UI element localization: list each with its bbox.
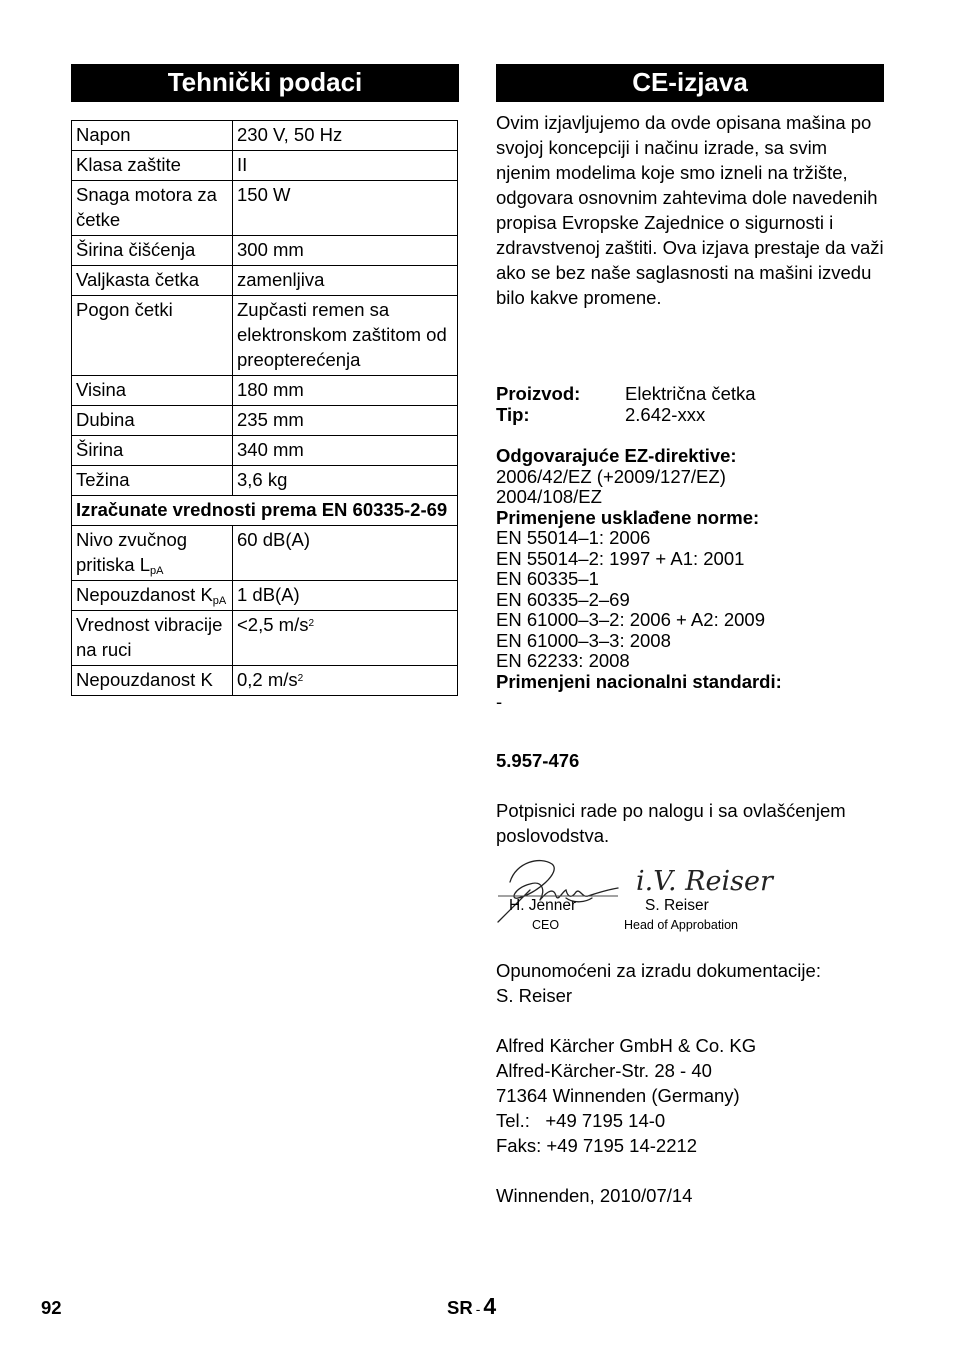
declaration-date: Winnenden, 2010/07/14 (496, 1185, 693, 1206)
table-row (72, 611, 458, 666)
norm-item: EN 60335–1 (496, 568, 599, 589)
spec-value (233, 666, 458, 696)
specs-table (71, 120, 458, 696)
company-line: Alfred Kärcher GmbH & Co. KG (496, 1035, 757, 1056)
table-row (72, 581, 458, 611)
spec-value-superscript: 2 (308, 618, 315, 629)
company-line: Alfred-Kärcher-Str. 28 - 40 (496, 1060, 712, 1081)
table-row (72, 466, 458, 496)
page-number: 92 (41, 1297, 62, 1318)
authorized-name: S. Reiser (496, 985, 573, 1006)
spec-key: Valjkasta četka (72, 266, 233, 296)
table-row (72, 436, 458, 466)
spec-value: II (233, 151, 458, 181)
spec-value: 3,6 kg (233, 466, 458, 496)
spec-value: 1 dB(A) (233, 581, 458, 611)
table-row (72, 121, 458, 151)
company-line: Faks: +49 7195 14-2212 (496, 1135, 698, 1156)
norm-item: EN 55014–2: 1997 + A1: 2001 (496, 547, 745, 569)
technical-data-section (71, 64, 459, 696)
table-row (72, 236, 458, 266)
norms-label: Primenjene usklađene norme: (496, 506, 760, 528)
table-row (72, 376, 458, 406)
spec-key-text: Nepouzdanost K (76, 584, 213, 605)
section-code (447, 1293, 496, 1320)
spec-value: 180 mm (233, 376, 458, 406)
table-row (72, 181, 458, 236)
spec-key: Snaga motora za četke (72, 181, 233, 236)
type-value: 2.642-xxx (625, 403, 706, 425)
spec-key: Širina (72, 436, 233, 466)
spec-value: 150 W (233, 181, 458, 236)
norm-item: EN 62233: 2008 (496, 650, 630, 671)
company-address (496, 1033, 884, 1158)
signer1-name: H. Jenner (509, 897, 577, 914)
declaration-intro: Ovim izjavljujemo da ovde opisana mašina po svojoj koncepciji i načinu izrade, sa svim njenim modelima koje smo izneli na tržište, odgovara osnovnim zahtevima dole navedenih propisa Evropske Zajednice o sigurnosti i zdravstvenoj zaštiti. Ova izjava prestaje da važi ako se bez naše saglasnosti na mašini izvedu bilo kakve promene. (496, 112, 884, 308)
spec-value-text: <2,5 m/s (237, 614, 309, 635)
norm-item: EN 55014–1: 2006 (496, 527, 651, 548)
spec-value-superscript: 2 (297, 673, 304, 684)
spec-key: Visina (72, 376, 233, 406)
company-line: Tel.: +49 7195 14-0 (496, 1110, 666, 1131)
spec-key: Dubina (72, 406, 233, 436)
section-number: 4 (483, 1293, 497, 1319)
spec-value: 230 V, 50 Hz (233, 121, 458, 151)
spec-value: 60 dB(A) (233, 526, 458, 581)
norm-item: EN 61000–3–3: 2008 (496, 629, 671, 651)
directive-item: 2006/42/EZ (+2009/127/EZ) (496, 465, 726, 487)
signature-reiser: i.V. Reiser (636, 866, 773, 897)
table-row (72, 296, 458, 376)
table-row (72, 406, 458, 436)
product-label: Proizvod: (496, 383, 581, 404)
authorized-person (496, 958, 884, 1008)
calc-values-header: Izračunate vrednosti prema EN 60335-2-69 (72, 496, 458, 526)
national-standards-label: Primenjeni nacionalni standardi: (496, 670, 782, 692)
norm-item: EN 60335–2–69 (496, 588, 630, 610)
table-row (72, 666, 458, 696)
directives-label: Odgovarajuće EZ-direktive: (496, 445, 737, 466)
spec-key (72, 581, 233, 611)
ce-declaration-title: CE-izjava (496, 64, 884, 102)
authorized-label: Opunomoćeni za izradu dokumentacije: (496, 960, 821, 981)
spec-value: 300 mm (233, 236, 458, 266)
spec-value-text: 0,2 m/s (237, 669, 298, 690)
company-line: 71364 Winnenden (Germany) (496, 1085, 740, 1106)
directives-block (496, 446, 884, 713)
spec-key: Vrednost vibracije na ruci (72, 611, 233, 666)
spec-key: Pogon četki (72, 296, 233, 376)
spec-key: Širina čišćenja (72, 236, 233, 266)
signer2-role: Head of Approbation (624, 918, 738, 932)
technical-data-title: Tehnički podaci (71, 64, 459, 102)
spec-value: zamenljiva (233, 266, 458, 296)
spec-key: Težina (72, 466, 233, 496)
spec-key: Klasa zaštite (72, 151, 233, 181)
section-separator: - (475, 1301, 481, 1317)
national-standards-value: - (496, 691, 503, 712)
spec-value: 235 mm (233, 406, 458, 436)
spec-key-subscript: pA (212, 595, 227, 607)
directive-item: 2004/108/EZ (496, 486, 602, 507)
spec-key-text: Nivo zvučnog pritiska L (76, 529, 188, 575)
spec-key-subscript: pA (150, 565, 164, 577)
spec-key (72, 526, 233, 581)
type-label: Tip: (496, 403, 530, 425)
table-row (72, 496, 458, 526)
table-row (72, 266, 458, 296)
language-code: SR (447, 1297, 473, 1318)
spec-value (233, 611, 458, 666)
signer2-name: S. Reiser (645, 897, 709, 914)
product-value: Električna četka (625, 383, 756, 404)
spec-value: 340 mm (233, 436, 458, 466)
table-row (72, 151, 458, 181)
spec-key: Napon (72, 121, 233, 151)
spec-value: Zupčasti remen sa elektronskom zaštitom od preopterećenja (233, 296, 458, 376)
spec-key: Nepouzdanost K (72, 666, 233, 696)
norm-item: EN 61000–3–2: 2006 + A2: 2009 (496, 609, 765, 630)
signer1-role: CEO (532, 918, 560, 932)
signers-statement: Potpisnici rade po nalogu i sa ovlašćenjem poslovodstva. (496, 800, 846, 846)
ce-declaration-section (496, 64, 884, 1206)
table-row (72, 526, 458, 581)
product-info (496, 384, 884, 425)
document-number: 5.957-476 (496, 750, 580, 771)
signatures (496, 854, 884, 946)
